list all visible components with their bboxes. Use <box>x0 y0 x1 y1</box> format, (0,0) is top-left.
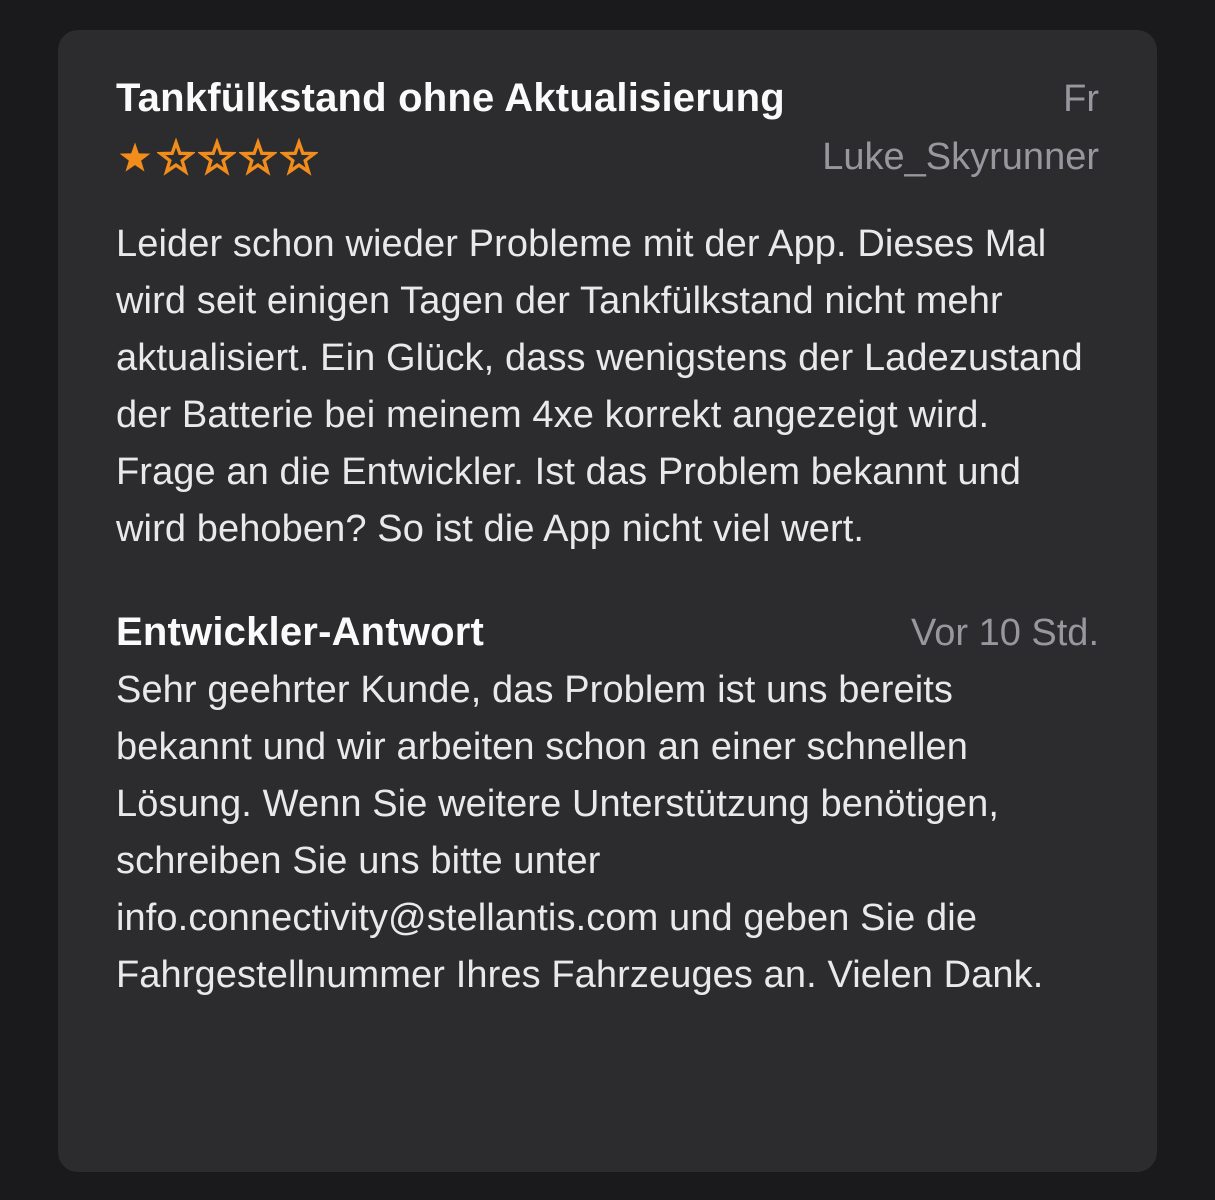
review-header <box>116 74 1099 122</box>
star-outline-icon <box>198 138 236 176</box>
star-rating <box>116 134 318 180</box>
developer-response <box>116 604 1099 1004</box>
star-outline-icon <box>239 138 277 176</box>
developer-response-header <box>116 604 1099 662</box>
star-outline-icon <box>280 138 318 176</box>
review-body: Leider schon wieder Probleme mit der App. Dieses Mal wird seit einigen Tagen der Tankfülkstand nicht mehr aktualisiert. Ein Glück, dass wenigstens der Ladezustand der Batterie bei meinem 4xe korrekt angezeigt wird. Frage an die Entwickler. Ist das Problem bekannt und wird behoben? So ist die App nicht viel wert. <box>116 223 1083 550</box>
developer-response-heading: Entwickler-Antwort <box>116 610 485 654</box>
developer-response-time: Vor 10 Std. <box>910 612 1099 654</box>
star-filled-icon <box>116 138 154 176</box>
review-author: Luke_Skyrunner <box>822 135 1099 178</box>
review-card <box>58 30 1157 1172</box>
developer-response-body: Sehr geehrter Kunde, das Problem ist uns bereits bekannt und wir arbeiten schon an einer schnellen Lösung. Wenn Sie weitere Unterstützung benötigen, schreiben Sie uns bitte unter info.connectivity@stellantis.com und geben Sie die Fahrgestellnummer Ihres Fahrzeuges an. Vielen Dank. <box>116 669 1044 996</box>
rating-row <box>116 134 1099 180</box>
star-outline-icon <box>157 138 195 176</box>
review-date: Fr <box>1063 78 1099 120</box>
review-title: Tankfülkstand ohne Aktualisierung <box>116 76 785 120</box>
